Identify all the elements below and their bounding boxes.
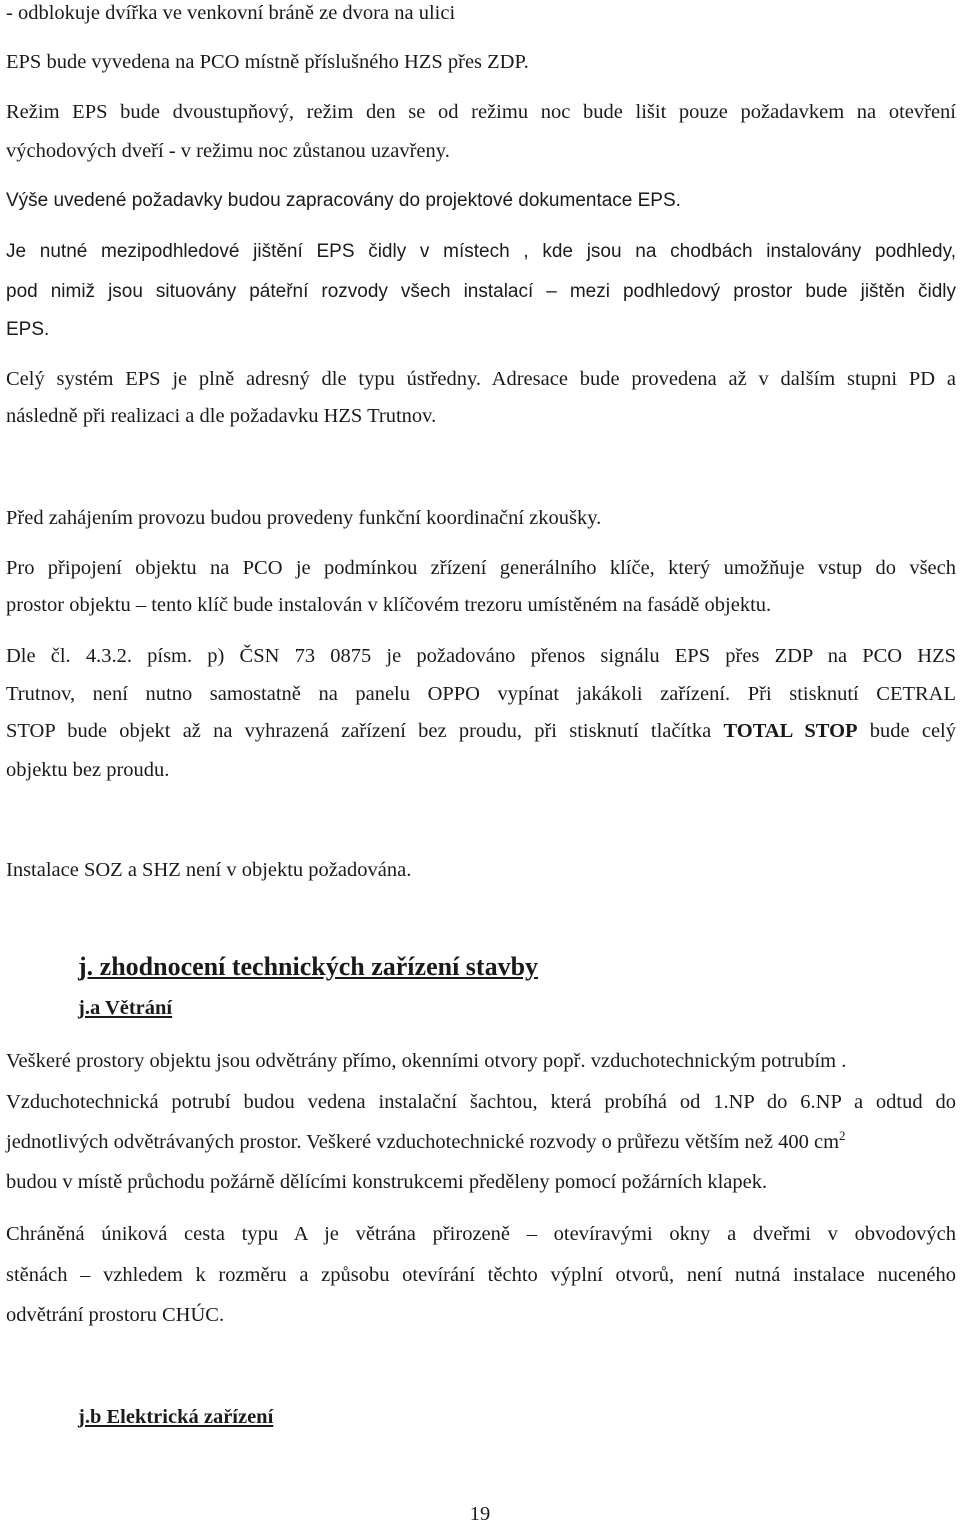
text-line: Režim EPS bude dvoustupňový, režim den se od režimu noc bude lišit pouze požadavkem na otevření — [6, 101, 956, 123]
subsection-heading: j.a Větrání — [78, 997, 173, 1019]
text-line: budou v místě průchodu požárně dělícími konstrukcemi předěleny pomocí požárních klapek. — [6, 1171, 768, 1193]
text-line: Instalace SOZ a SHZ není v objektu požadována. — [6, 859, 412, 881]
text-line: - odblokuje dvířka ve venkovní bráně ze dvora na ulici — [6, 2, 456, 24]
text-line: Vzduchotechnická potrubí budou vedena instalační šachtou, která probíhá od 1.NP do 6.NP a odtud do — [6, 1091, 956, 1113]
text-line — [6, 1130, 846, 1154]
text-line: následně při realizaci a dle požadavku HZS Trutnov. — [6, 405, 437, 427]
text-run-bold: TOTAL STOP — [723, 720, 858, 742]
text-line: Před zahájením provozu budou provedeny funkční koordinační zkoušky. — [6, 507, 602, 529]
superscript: 2 — [839, 1128, 846, 1144]
page-number: 19 — [469, 1503, 491, 1525]
text-line: EPS bude vyvedena na PCO místně příslušného HZS přes ZDP. — [6, 51, 529, 73]
text-line: Veškeré prostory objektu jsou odvětrány přímo, okenními otvory popř. vzduchotechnickým potrubím . — [6, 1050, 847, 1072]
text-line: stěnách – vzhledem k rozměru a způsobu otevírání těchto výplní otvorů, není nutná instalace nuceného — [6, 1264, 956, 1286]
subsection-heading: j.b Elektrická zařízení — [78, 1406, 274, 1428]
section-heading: j. zhodnocení technických zařízení stavby — [78, 952, 539, 981]
text-line: odvětrání prostoru CHÚC. — [6, 1304, 225, 1326]
text-line: Je nutné mezipodhledové jištění EPS čidly v místech , kde jsou na chodbách instalovány podhledy, — [6, 241, 956, 262]
text-line: pod nimiž jsou situovány páteřní rozvody všech instalací – mezi podhledový prostor bude jištěn čidly — [6, 281, 956, 302]
text-line: prostor objektu – tento klíč bude instalován v klíčovém trezoru umístěném na fasádě objektu. — [6, 594, 772, 616]
text-line: Pro připojení objektu na PCO je podmínkou zřízení generálního klíče, který umožňuje vstup do všech — [6, 557, 956, 579]
text-run: bude celý — [857, 720, 957, 742]
text-line: objektu bez proudu. — [6, 759, 170, 781]
text-line: Chráněná úniková cesta typu A je větrána přirozeně – otevíravými okny a dveřmi v obvodových — [6, 1223, 956, 1245]
text-line: východových dveří - v režimu noc zůstanou uzavřeny. — [6, 140, 450, 162]
text-line: Dle čl. 4.3.2. písm. p) ČSN 73 0875 je požadováno přenos signálu EPS přes ZDP na PCO HZS — [6, 645, 956, 667]
text-run: STOP bude objekt až na vyhrazená zařízení bez proudu, při stisknutí tlačítka — [6, 720, 724, 742]
text-line: Celý systém EPS je plně adresný dle typu ústředny. Adresace bude provedena až v dalším stupni PD a — [6, 368, 956, 390]
text-line: Trutnov, není nutno samostatně na panelu OPPO vypínat jakákoli zařízení. Při stisknutí CETRAL — [6, 683, 956, 705]
text-line: EPS. — [6, 319, 50, 340]
text-line: Výše uvedené požadavky budou zapracovány do projektové dokumentace EPS. — [6, 190, 681, 211]
text-line — [6, 719, 956, 743]
text-run: jednotlivých odvětrávaných prostor. Veškeré vzduchotechnické rozvody o průřezu větším než 400 cm — [6, 1131, 840, 1153]
